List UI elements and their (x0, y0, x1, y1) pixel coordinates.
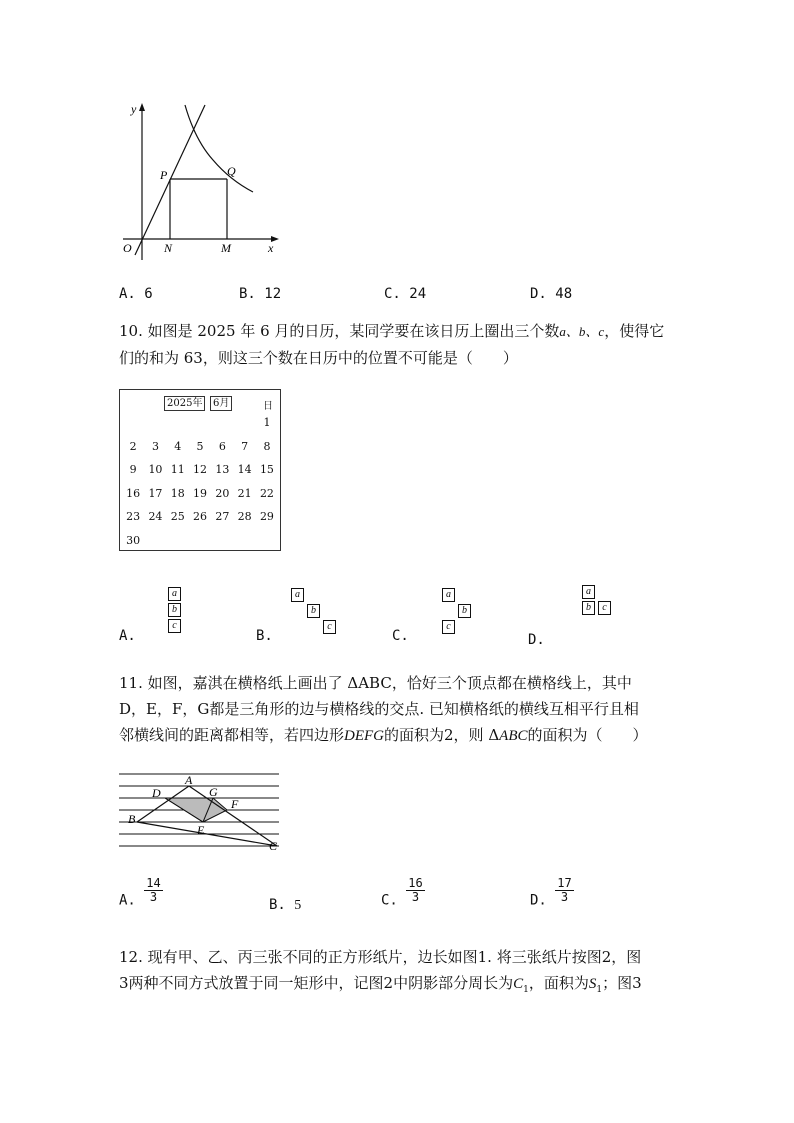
option-letter: D. (530, 286, 547, 302)
calendar-day[interactable]: 22 (259, 486, 274, 500)
calendar-day[interactable]: 29 (259, 510, 274, 523)
calendar-day[interactable]: 30 (126, 533, 141, 547)
calendar-day[interactable]: 28 (237, 510, 252, 523)
calendar-day[interactable]: 14 (237, 463, 252, 476)
calendar-day[interactable]: 25 (170, 510, 185, 523)
q10-option-d-figure: a b c (582, 585, 622, 625)
q10-option-a-letter[interactable]: A. (119, 628, 136, 644)
calendar-day[interactable]: 27 (215, 510, 230, 523)
option-value: 24 (409, 286, 427, 302)
q11-option-d[interactable] (530, 876, 574, 914)
option-letter: A. (119, 892, 136, 909)
q10-option-c-letter[interactable]: C. (392, 628, 409, 644)
calendar-day[interactable]: 15 (259, 463, 274, 476)
calendar-day[interactable]: 20 (215, 486, 230, 500)
q11-figure (119, 768, 284, 856)
calendar-day[interactable]: 26 (193, 510, 208, 523)
calendar-day[interactable]: 7 (241, 439, 249, 453)
calendar (119, 389, 281, 551)
calendar-day[interactable]: 5 (196, 439, 204, 453)
option-value: 12 (264, 286, 282, 302)
label-b: B (128, 812, 136, 826)
q-label: Q (227, 164, 236, 178)
option-letter: D. (530, 892, 547, 909)
q10-option-a-figure: a b c (168, 587, 208, 637)
q9-graph (115, 95, 290, 265)
q11-line1: 11. 如图，嘉淇在横格纸上画出了 ΔABC，恰好三个顶点都在横格线上，其中 (119, 674, 632, 692)
q9-option-d[interactable] (530, 286, 572, 302)
calendar-day[interactable]: 1 (263, 416, 271, 429)
q12-line1: 12. 现有甲、乙、丙三张不同的正方形纸片，边长如图1. 将三张纸片按图2，图 (119, 948, 642, 966)
calendar-day[interactable]: 18 (170, 486, 185, 500)
q10-option-d-letter[interactable]: D. (528, 632, 545, 648)
q12-text (119, 944, 699, 1003)
n-label: N (164, 241, 173, 255)
option-letter: B. (239, 286, 256, 302)
calendar-day[interactable]: 2 (129, 439, 137, 453)
option-value: 48 (555, 286, 573, 302)
fraction: $\frac{17}{3}$ (557, 876, 572, 904)
q9-option-c[interactable] (384, 286, 426, 302)
calendar-day[interactable]: 13 (215, 463, 230, 476)
q10-option-b-figure: a b c (291, 588, 351, 638)
option-letter: C. (384, 286, 401, 302)
calendar-day[interactable]: 11 (170, 463, 185, 476)
year-button[interactable]: 2025年 (164, 396, 205, 411)
calendar-day[interactable]: 17 (148, 486, 163, 500)
calendar-day[interactable]: 12 (193, 463, 208, 476)
calendar-day[interactable]: 16 (126, 486, 141, 500)
p-label: P (160, 168, 168, 182)
q10-option-c-figure: a b c (442, 588, 482, 638)
q11-option-c[interactable] (381, 876, 425, 914)
label-f: F (231, 797, 239, 811)
calendar-day[interactable]: 4 (174, 439, 182, 453)
option-letter: B. (269, 897, 286, 913)
label-e: E (197, 823, 205, 837)
calendar-day[interactable]: 21 (237, 486, 252, 500)
q11-option-a[interactable] (119, 876, 163, 914)
fraction: $\frac{14}{3}$ (146, 876, 161, 904)
q11-option-b[interactable] (269, 897, 301, 914)
label-a: A (185, 773, 193, 787)
sunday-header: 日 (263, 401, 273, 412)
calendar-day[interactable]: 8 (263, 439, 271, 453)
q9-option-a[interactable] (119, 286, 153, 302)
option-value: 6 (144, 286, 153, 302)
month-button[interactable]: 6月 (210, 396, 232, 411)
q10-option-b-letter[interactable]: B. (256, 628, 273, 644)
q9-option-b[interactable] (239, 286, 281, 302)
q10-line2: 们的和为 63，则这三个数在日历中的位置不可能是（ ） (119, 349, 518, 367)
calendar-day[interactable]: 23 (126, 510, 141, 523)
q11-line3: 邻横线间的距离都相等，若四边形DEFG的面积为2，则 ΔABC的面积为（ ） (119, 726, 648, 744)
fraction: $\frac{16}{3}$ (408, 876, 423, 904)
y-label: y (131, 102, 137, 116)
y-axis-arrow (139, 103, 145, 111)
calendar-day[interactable]: 3 (151, 439, 159, 453)
calendar-day[interactable]: 24 (148, 510, 163, 523)
q10-text (119, 318, 689, 371)
label-g: G (209, 785, 218, 799)
calendar-day[interactable]: 10 (148, 463, 163, 476)
option-value: 5 (294, 898, 302, 913)
m-label: M (221, 241, 231, 255)
calendar-day[interactable]: 19 (193, 486, 208, 500)
label-d: D (152, 786, 161, 800)
calendar-day[interactable]: 6 (218, 439, 226, 453)
q11-text (119, 670, 699, 749)
q10-line1: 10. 如图是 2025 年 6 月的日历，某同学要在该日历上圈出三个数a、b、c，使得它 (119, 322, 665, 340)
q11-line2: D，E，F，G都是三角形的边与横格线的交点. 已知横格纸的横线互相平行且相 (119, 700, 639, 718)
option-letter: C. (381, 892, 398, 909)
option-letter: A. (119, 286, 136, 302)
x-label: x (268, 241, 274, 255)
origin-label: O (123, 241, 132, 255)
label-c: C (269, 839, 278, 853)
q12-line2: 3两种不同方式放置于同一矩形中，记图2中阴影部分周长为$C_1$，面积为$S_1$；图3 (119, 974, 642, 995)
calendar-day[interactable]: 9 (129, 463, 137, 476)
